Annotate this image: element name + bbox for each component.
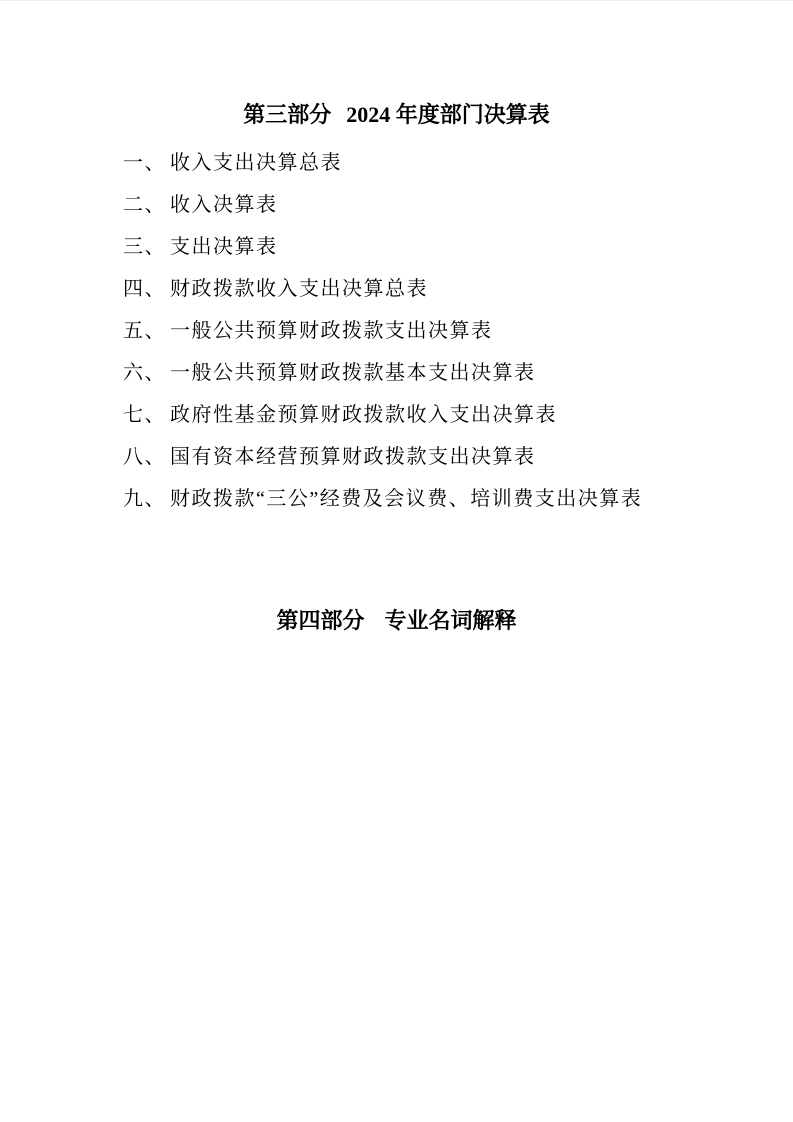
part4-heading-label: 第四部分	[276, 608, 365, 633]
toc-item-label: 一般公共预算财政拨款支出决算表	[170, 320, 493, 342]
part4-heading-title: 专业名词解释	[384, 608, 517, 633]
toc-item-number: 二、	[123, 194, 166, 216]
toc-item-label: 支出决算表	[170, 236, 278, 258]
toc-item-2	[123, 184, 642, 226]
toc-item-label: 财政拨款“三公”经费及会议费、培训费支出决算表	[170, 488, 643, 510]
toc-item-3	[123, 226, 642, 268]
toc-item-9	[123, 478, 642, 520]
toc-item-label: 财政拨款收入支出决算总表	[170, 278, 428, 300]
part3-heading	[0, 101, 793, 129]
toc-item-number: 六、	[123, 362, 166, 384]
toc-item-1	[123, 142, 642, 184]
toc-item-4	[123, 268, 642, 310]
toc-item-7	[123, 394, 642, 436]
toc-item-label: 一般公共预算财政拨款基本支出决算表	[170, 362, 536, 384]
part3-heading-title: 2024 年度部门决算表	[346, 102, 550, 127]
toc-item-number: 八、	[123, 446, 166, 468]
toc-item-label: 收入决算表	[170, 194, 278, 216]
toc-item-number: 三、	[123, 236, 166, 258]
toc-item-label: 收入支出决算总表	[170, 152, 342, 174]
toc-item-number: 五、	[123, 320, 166, 342]
toc-item-number: 四、	[123, 278, 166, 300]
toc-item-number: 七、	[123, 404, 166, 426]
toc-item-8	[123, 436, 642, 478]
toc-item-number: 一、	[123, 152, 166, 174]
part3-heading-label: 第三部分	[243, 102, 332, 127]
table-of-contents	[123, 142, 642, 520]
toc-item-label: 国有资本经营预算财政拨款支出决算表	[170, 446, 536, 468]
toc-item-number: 九、	[123, 488, 166, 510]
toc-item-5	[123, 310, 642, 352]
part4-heading	[0, 607, 793, 635]
toc-item-6	[123, 352, 642, 394]
toc-item-label: 政府性基金预算财政拨款收入支出决算表	[170, 404, 557, 426]
